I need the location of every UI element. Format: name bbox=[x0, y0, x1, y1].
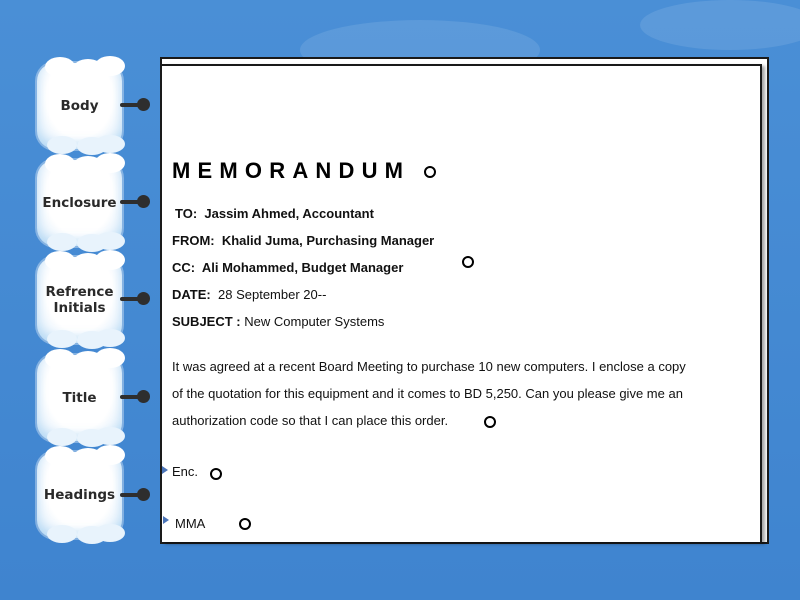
pin-dot bbox=[137, 488, 150, 501]
date-label: DATE: bbox=[172, 287, 211, 302]
pin-dot bbox=[137, 292, 150, 305]
label-text: Title bbox=[62, 390, 97, 406]
drop-target-reference-initials[interactable] bbox=[239, 518, 251, 530]
from-value: Khalid Juma, Purchasing Manager bbox=[221, 233, 435, 248]
cc-value: Ali Mohammed, Budget Manager bbox=[201, 260, 404, 275]
memo-reference-initials: MMA bbox=[175, 516, 206, 531]
marker-arrow-icon bbox=[163, 516, 169, 524]
label-text: Headings bbox=[43, 487, 116, 503]
cc-label: CC: bbox=[172, 260, 196, 275]
label-body[interactable] bbox=[37, 63, 122, 149]
drop-target-title[interactable] bbox=[424, 166, 436, 178]
memo-body-line: of the quotation for this equipment and it comes to BD 5,250. Can you please give me an bbox=[172, 386, 683, 401]
label-title[interactable] bbox=[37, 355, 122, 441]
memo-subject-line bbox=[172, 314, 384, 329]
memo-enclosure: Enc. bbox=[172, 464, 199, 479]
memo-to-line bbox=[175, 206, 374, 221]
memo-cc-line bbox=[172, 260, 403, 275]
memo-from-line bbox=[172, 233, 434, 248]
label-enclosure[interactable] bbox=[37, 160, 122, 246]
label-text: Refrence Initials bbox=[45, 284, 114, 316]
drop-target-headings[interactable] bbox=[462, 256, 474, 268]
label-text: Enclosure bbox=[42, 195, 117, 211]
memo-body-line: It was agreed at a recent Board Meeting to purchase 10 new computers. I enclose a copy bbox=[172, 359, 686, 374]
memo-title: MEMORANDUM bbox=[172, 158, 411, 183]
subject-label: SUBJECT : bbox=[172, 314, 241, 329]
label-text: Body bbox=[60, 98, 99, 114]
background-cloud bbox=[640, 0, 800, 50]
drop-target-enclosure[interactable] bbox=[210, 468, 222, 480]
to-value: Jassim Ahmed, Accountant bbox=[204, 206, 374, 221]
from-label: FROM: bbox=[172, 233, 215, 248]
drop-target-body[interactable] bbox=[484, 416, 496, 428]
subject-value: New Computer Systems bbox=[244, 314, 385, 329]
pin-dot bbox=[137, 390, 150, 403]
date-value: 28 September 20-- bbox=[218, 287, 327, 302]
marker-arrow-icon bbox=[162, 466, 168, 474]
memo-date-line bbox=[172, 287, 326, 302]
pin-dot bbox=[137, 195, 150, 208]
to-label: TO: bbox=[175, 206, 198, 221]
memo-body-line: authorization code so that I can place this order. bbox=[172, 413, 449, 428]
label-reference-initials[interactable] bbox=[37, 257, 122, 343]
memo-document-page bbox=[162, 64, 762, 542]
label-headings[interactable] bbox=[37, 452, 122, 538]
pin-dot bbox=[137, 98, 150, 111]
